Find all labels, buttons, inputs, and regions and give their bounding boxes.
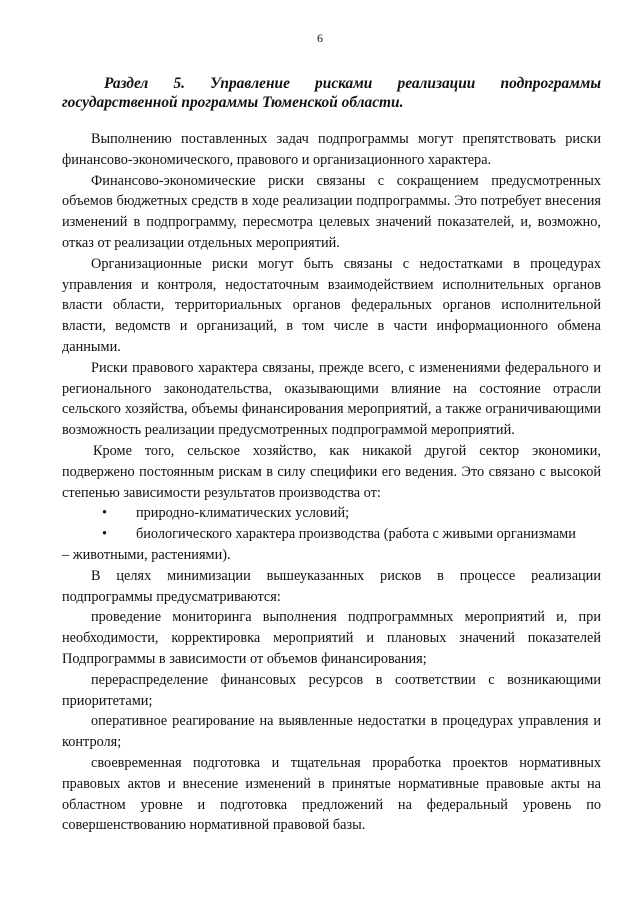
bullet-icon: • <box>102 526 108 543</box>
paragraph-legal-preparation: своевременная подготовка и тщательная проработка проектов нормативных правовых актов и внесение изменений в принятые нормативные правовые акты на областном уровне и подготовка предложений на федеральный уровень по совершенствованию нормативной правовой базы. <box>62 754 601 834</box>
paragraph-organizational-risks: Организационные риски могут быть связаны с недостатками в процедурах управления и контроля, недостаточным взаимодействием исполнительных органов власти области, территориальных органов федеральных органов исполнительной власти, ведомств и организаций, в том числе в части информационного обмена данными. <box>62 255 601 355</box>
bullet-text: биологического характера производства (работа с живыми организмами <box>136 526 576 543</box>
paragraph-redistribution: перераспределение финансовых ресурсов в соответствии с возникающими приоритетами; <box>62 671 601 709</box>
paragraph-financial-risks: Финансово-экономические риски связаны с сокращением предусмотренных объемов бюджетных средств в ходе реализации подпрограммы. Это потребует внесения изменений в подпрограмму, пересмотра целевых значений показателей, и, возможно, отказ от реализации отдельных мероприятий. <box>62 172 601 251</box>
bullet-text-continuation: – животными, растениями). <box>62 546 231 563</box>
bullet-item-climate <box>62 503 601 524</box>
page-number: 6 <box>317 31 323 45</box>
paragraph-mitigation-intro: В целях минимизации вышеуказанных рисков в процессе реализации подпрограммы предусматриваются: <box>62 567 601 605</box>
bullet-item-biological <box>62 524 601 566</box>
paragraph-risks-intro: Выполнению поставленных задач подпрограммы могут препятствовать риски финансово-экономического, правового и организационного характера. <box>62 131 601 168</box>
bullet-text: природно-климатических условий; <box>136 505 350 522</box>
section-heading: Раздел 5. Управление рисками реализации подпрограммы государственной программы Тюменской области. <box>62 75 601 111</box>
paragraph-monitoring: проведение мониторинга выполнения подпрограммных мероприятий и, при необходимости, корректировка мероприятий и плановых значений показателей Подпрограммы в зависимости от объемов финансирования; <box>62 609 601 667</box>
paragraph-agriculture-risks: Кроме того, сельское хозяйство, как никакой другой сектор экономики, подвержено постоянным рискам в силу специфики его ведения. Это связано с высокой степенью зависимости результатов производства от: <box>62 442 601 501</box>
bullet-icon: • <box>102 505 108 522</box>
document-body <box>62 74 601 836</box>
paragraph-legal-risks: Риски правового характера связаны, прежде всего, с изменениями федерального и регионального законодательства, оказывающими влияние на состояние отрасли сельского хозяйства, объемы финансирования мероприятий, а также ограничивающими возможность реализации предусмотренных подпрограммой мероприятий. <box>62 359 601 439</box>
paragraph-response: оперативное реагирование на выявленные недостатки в процедурах управления и контроля; <box>62 713 601 751</box>
